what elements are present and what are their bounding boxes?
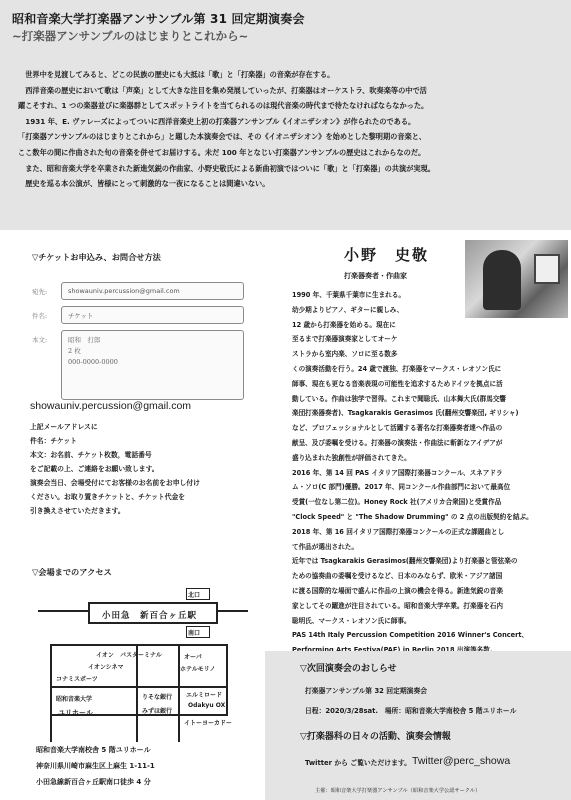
intro-text [18,67,563,192]
bio-line: て作品が選出された。 [292,542,358,551]
rail-line-left [38,610,88,612]
bio-line: 12 歳から打楽器を始める。現在に [292,320,396,329]
organizer-footer: 主催：昭和音楽大学打楽器アンサンブル（昭和音楽大学公認サークル） [315,788,481,794]
body-field [61,330,244,400]
body-line: 000-0000-0000 [68,358,118,366]
body-line: 2 枚 [68,347,81,355]
intro-line: 西洋音楽の歴史において歌は「声楽」として大きな注目を集め発展していったが、打楽器はオーケストラ、吹奏楽等の中で活 [25,85,427,95]
instruction-line: をご記載の上、ご連絡をお願い致します。 [30,465,159,473]
bio-line: に渡る国際的な場面で盛んに作品の上演の機会を得る。新進気鋭の音楽 [292,586,503,595]
contact-email[interactable]: showauniv.percussion@gmail.com [30,400,192,412]
next-concert-section [265,651,571,800]
bio-line: 幼少期よりピアノ、ギターに親しみ、 [292,305,404,314]
road [226,644,228,714]
road [50,686,228,688]
concert-title: 昭和音楽大学打楽器アンサンブル第 31 回定期演奏会 [12,12,305,26]
form-row-subject [32,306,244,324]
intro-line: 「打楽器アンサンブルのはじまりとこれから」と題した本演奏会では、その《イオニザシオン》を始めとした黎明期の音楽と、 [18,132,427,142]
form-row-to [32,282,244,300]
bio-line: くの演奏活動を行う。24 歳で渡独、打楽器をマークス・レオソン氏に [292,364,502,373]
instruction-line: ください。お取り置きチケットと、チケット代金を [30,493,186,501]
info-heading: ▽打楽器科の日々の活動、演奏会情報 [300,732,451,742]
intro-line: 世界中を見渡してみると、どこの民族の歴史にも大抵は「歌」と「打楽器」の音楽が存在する。 [25,70,335,79]
bio-line: 楽団打楽器奏者)、Tsagkarakis Gerasimos 氏(翻州交響楽団, ギリシャ) [292,409,519,418]
twitter-handle-link[interactable]: Twitter@perc_showa [412,755,511,767]
address-line: 小田急線新百合ヶ丘駅南口徒歩 4 分 [36,778,151,786]
bio-line: 動している。作曲は独学で習得。これまで聞聡氏、山本舞大氏(群馬交響 [292,394,507,403]
road [178,644,180,742]
bio-line: PAS 14th Italy Percussion Competition 2016 Winner's Concert、 [292,631,529,640]
ticket-heading: ▽チケットお申込み、お問合せ方法 [32,252,161,262]
address-line: 神奈川県川崎市麻生区上麻生 1-11-1 [36,762,155,770]
bio-line: 2016 年、第 14 回 PAS イタリア国際打楽器コンクール、スネアドラ [292,468,503,477]
next-concert-title: 打楽器アンサンブル第 32 回定期演奏会 [305,687,428,695]
rail-line-right [218,610,248,612]
showa-univ-label: 昭和音楽大学 [56,696,93,703]
next-concert-date: 日程：2020/3/28sat. 場所：昭和音楽大学南校舎 5 階ユリホール [305,707,517,715]
south-exit-label: 南口 [188,630,201,637]
instruction-line: 件名：チケット [30,437,77,445]
left-column [0,230,265,800]
to-label: 宛先: [32,288,48,296]
access-heading: ▽会場までのアクセス [32,567,112,577]
form-row-body [32,330,244,400]
bio-line: 献呈、及び委嘱を受ける。打楽器の演奏法・作曲法に斬新なアイデアが [292,438,503,447]
instruction-line: 引き換えさせていただきます。 [30,507,125,515]
konami-label: コナミスポーツ [56,676,98,683]
bio-line: 近年では Tsagkarakis Gerasimos(翻州交響楽団)より打楽器と管弦楽の [292,557,518,566]
subject-label: 件名: [32,312,48,320]
venue-address [36,742,155,790]
aeon-label: イオン [96,652,114,659]
next-concert-heading: ▽次回演奏会のおしらせ [300,664,397,674]
bio-line: 受賞(一位なし第二位)。Honey Rock 社(アメリカ合衆国)と受賞作品 [292,498,502,507]
bio-line: 聡明氏、マークス・レオソン氏に師事。 [292,616,411,625]
odakyu-ox-label: Odakyu OX [188,702,226,709]
road [50,644,228,646]
monitor [534,254,560,284]
resona-label: りそな銀行 [142,694,173,701]
ticket-instructions [30,420,260,518]
intro-line: 躍こそすれ、1 つの楽器並びに楽器群としてスポットライトを当てられるのは現代音楽の時代まで待たなければならなかった。 [18,101,429,111]
body-label: 本文: [32,336,48,344]
opa-label: オーパ [184,654,202,661]
body-line: 昭和 打郎 [68,336,101,344]
bio-line: 2018 年、第 16 回イタリア国際打楽器コンクールの正式な課題曲とし [292,527,505,536]
subject-field: チケット [61,306,244,324]
bio-line: ための協奏曲の委嘱を受けるなど、日本のみならず、欧米・アジア諸国 [292,572,503,581]
instruction-line: 上記メールアドレスに [30,423,98,431]
elmirod-label: エルミロード [186,692,223,699]
bio-line: ストラから室内楽、ソロに至る数多 [292,350,398,359]
bio-line: ム・ソロ(C 部門)優勝。2017 年、同コンクール作曲部門において最高位 [292,483,511,492]
station-label: 小田急 新百合ヶ丘駅 [102,611,198,621]
bio-line: など、プロフェッショナルとして活躍する著名な打楽器奏者達へ作品の [292,424,503,433]
bio-line: 至るまで打楽器演奏家としてオーケ [292,335,398,344]
access-map [38,578,248,743]
twitter-note: Twitter から ご覧いただけます。 [305,759,411,767]
bio-line: 盛り込まれた独創性が評価されてきた。 [292,453,411,462]
composer-bio [292,288,564,658]
aeon-cinema-label: イオンシネマ [88,664,124,671]
intro-line: また、昭和音楽大学を卒業された新進気鋭の作曲家、小野史敬氏による新曲初演ではついに「歌」と「打楽器」の共演が実現。 [25,163,435,173]
yuri-hall-label: ユリホール [58,709,93,717]
address-line: 昭和音楽大学南校舎 5 階ユリホール [36,746,151,754]
intro-line: 歴史を巡る本公演が、皆様にとって刺激的な一夜になることは間違いない。 [25,179,270,189]
ito-yokado-label: イトーヨーカドー [184,720,232,727]
road [50,644,52,742]
instruction-line: 本文：お名前、チケット枚数，電話番号 [30,451,152,459]
ticket-email-form [32,282,244,406]
composer-role: 打楽器奏者・作曲家 [344,272,407,280]
bus-terminal-label: バスターミナル [120,652,162,659]
to-field: showauniv.percussion@gmail.com [61,282,244,300]
concert-subtitle: ~打楽器アンサンブルのはじまりとこれから~ [12,29,249,43]
composer-name: 小野 史敬 [344,246,430,264]
bio-line: 家としてその躍進が注目されている。昭和音楽大学卒業。打楽器を石内 [292,601,503,610]
bio-line: "Clock Speed" と "The Shadow Drumming" の 2 点の出版契約を結ぶ。 [292,512,533,521]
bio-line: 師事、現在も更なる音楽表現の可能性を追求するためドイツを拠点に活 [292,379,503,388]
intro-section [0,0,571,230]
instruction-line: 演奏会当日、会場受付にてお客様のお名前をお申し付け [30,479,200,487]
north-exit-label: 北口 [188,592,201,599]
intro-line: ここ数年の間に作曲された旬の音楽を併せてお届けする。未だ 100 年となじい打楽器アンサンブルの歴史はこれからなのだ。 [18,147,426,157]
hotel-molino-label: ホテルモリノ [180,666,216,673]
mizuho-label: みずほ銀行 [142,708,173,715]
intro-line: 1931 年、E. ヴァレーズによってついに西洋音楽史上初の打楽器アンサンブル《イオニザシオン》が作られたのである。 [25,116,416,126]
bio-line: 1990 年、千葉県千葉市に生まれる。 [292,291,405,299]
